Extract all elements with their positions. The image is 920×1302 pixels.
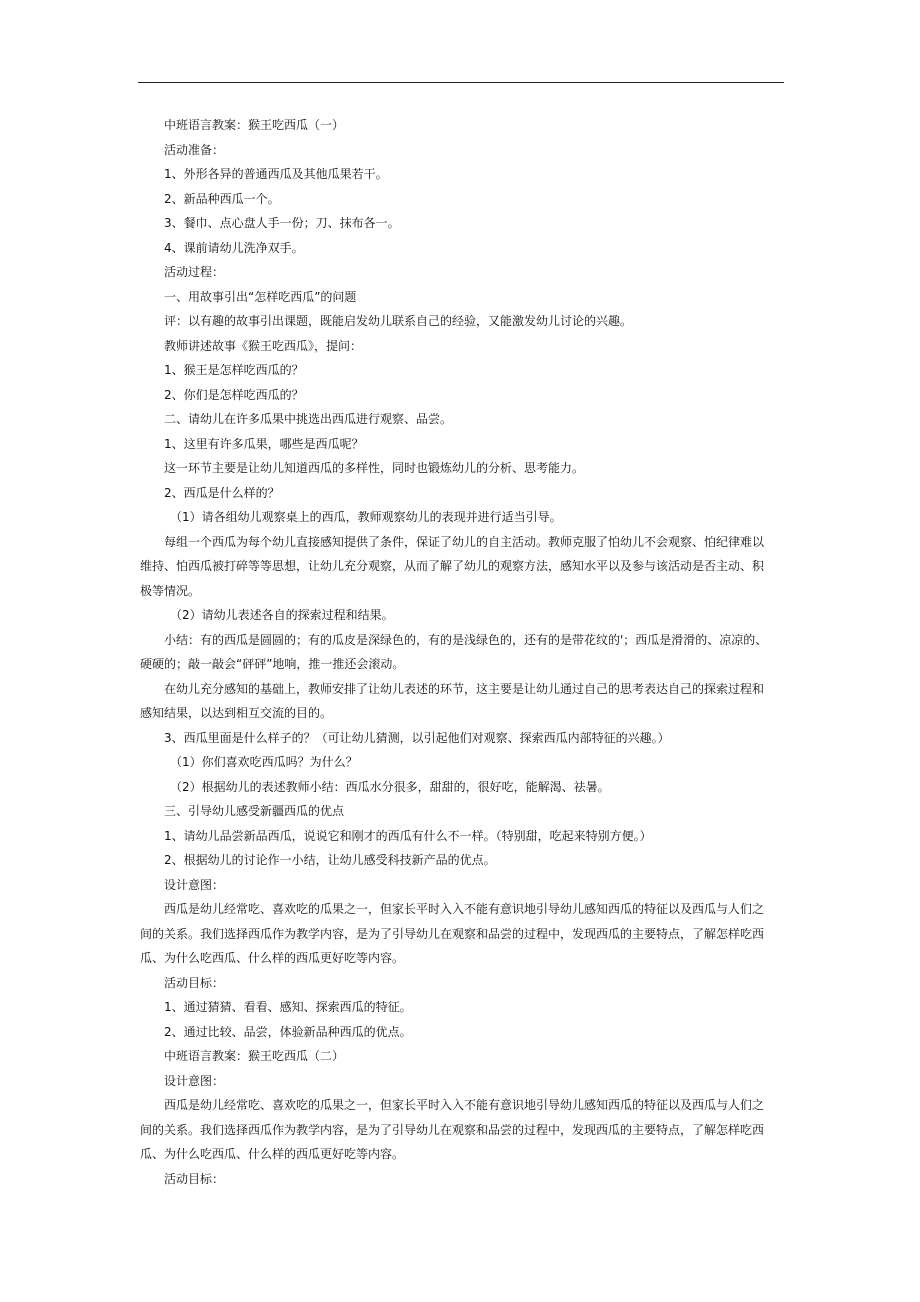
text-line: 1、请幼儿品尝新品西瓜，说说它和刚才的西瓜有什么不一样。（特别甜，吃起来特别方便。）	[164, 828, 652, 843]
text-line: （2）请幼儿表述各自的探索过程和结果。	[170, 608, 394, 622]
text-line: 设计意图：	[164, 877, 225, 892]
text-line: 1、这里有许多瓜果，哪些是西瓜呢？	[164, 436, 364, 451]
text-line: 活动目标：	[164, 1171, 225, 1186]
text-line: 活动过程：	[164, 265, 225, 279]
text-line: 中班语言教案：猴王吃西瓜（一）	[164, 118, 345, 132]
paragraph-line: 小结：有的西瓜是圆圆的；有的瓜皮是深绿色的，有的是浅绿色的，还有的是带花纹的'；西瓜是滑滑的、凉凉的、	[164, 632, 768, 647]
text-line: 活动目标：	[164, 975, 225, 990]
text-line: 一、用故事引出“怎样吃西瓜”的问题	[164, 289, 357, 304]
text-line: 评：以有趣的故事引出课题，既能启发幼儿联系自己的经验，又能激发幼儿讨论的兴趣。	[164, 314, 633, 328]
paragraph-line: 间的关系。我们选择西瓜作为教学内容，是为了引导幼儿在观察和品尝的过程中，发现西瓜的主要特点，了解怎样吃西	[140, 926, 765, 941]
paragraph-line: 瓜、为什么吃西瓜、什么样的西瓜更好吃等内容。	[140, 1147, 405, 1161]
text-line: 3、餐巾、点心盘人手一份；刀、抹布各一。	[164, 216, 400, 230]
text-line: （2）根据幼儿的表述教师小结：西瓜水分很多，甜甜的，很好吃，能解渴、祛暑。	[170, 779, 610, 794]
text-line: 1、通过猜猜、看看、感知、探索西瓜的特征。	[164, 1000, 412, 1014]
text-line: （1）请各组幼儿观察桌上的西瓜，教师观察幼儿的表现并进行适当引导。	[170, 510, 562, 524]
text-line: 中班语言教案：猴王吃西瓜（二）	[164, 1049, 345, 1063]
paragraph-line: 间的关系。我们选择西瓜作为教学内容，是为了引导幼儿在观察和品尝的过程中，发现西瓜的主要特点，了解怎样吃西	[140, 1122, 765, 1137]
paragraph-line: 维持、怕西瓜被打碎等等思想，让幼儿充分观察，从而了解了幼儿的观察方法，感知水平以及参与该活动是否主动、积	[140, 559, 765, 573]
paragraph-line: 瓜、为什么吃西瓜、什么样的西瓜更好吃等内容。	[140, 951, 405, 965]
text-line: 3、西瓜里面是什么样子的？（可让幼儿猜测，以引起他们对观察、探索西瓜内部特征的兴趣。）	[164, 730, 670, 745]
text-line: 2、你们是怎样吃西瓜的？	[164, 387, 304, 402]
text-line: 活动准备：	[164, 142, 225, 157]
text-line: （1）你们喜欢吃西瓜吗？为什么？	[170, 755, 358, 769]
paragraph	[140, 530, 786, 604]
text-line: 2、通过比较、品尝，体验新品种西瓜的优点。	[164, 1024, 412, 1039]
text-line: 2、西瓜是什么样的？	[164, 485, 280, 500]
paragraph-line: 在幼儿充分感知的基础上，教师安排了让幼儿表述的环节，这主要是让幼儿通过自己的思考表达自己的探索过程和	[164, 681, 765, 696]
text-line: 教师讲述故事《猴王吃西瓜》，提问：	[164, 338, 363, 353]
paragraph-line: 硬硬的；敲一敲会“砰砰”地响，推一推还会滚动。	[140, 657, 405, 671]
text-line: 二、请幼儿在许多瓜果中挑选出西瓜进行观察、品尝。	[164, 412, 453, 426]
paragraph-line: 西瓜是幼儿经常吃、喜欢吃的瓜果之一，但家长平时入入不能有意识地引导幼儿感知西瓜的特征以及西瓜与人们之	[164, 1098, 765, 1112]
paragraph	[140, 628, 786, 677]
text-line: 2、根据幼儿的讨论作一小结，让幼儿感受科技新产品的优点。	[164, 853, 496, 867]
header-rule	[138, 82, 784, 83]
paragraph	[140, 677, 786, 726]
text-line: 2、新品种西瓜一个。	[164, 191, 280, 206]
paragraph	[140, 1093, 786, 1167]
text-line: 1、猴王是怎样吃西瓜的？	[164, 363, 304, 377]
text-line: 三、引导幼儿感受新疆西瓜的优点	[164, 804, 345, 818]
paragraph	[140, 897, 786, 971]
paragraph-line: 极等情况。	[140, 583, 201, 598]
paragraph-line: 每组一个西瓜为每个幼儿直接感知提供了条件，保证了幼儿的自主活动。教师克服了怕幼儿不会观察、怕纪律难以	[164, 534, 765, 549]
text-line: 设计意图：	[164, 1073, 225, 1088]
paragraph-line: 感知结果，以达到相互交流的目的。	[140, 706, 333, 720]
paragraph-line: 西瓜是幼儿经常吃、喜欢吃的瓜果之一，但家长平时入入不能有意识地引导幼儿感知西瓜的特征以及西瓜与人们之	[164, 902, 765, 916]
document-body	[140, 113, 786, 1191]
text-line: 1、外形各异的普通西瓜及其他瓜果若干。	[164, 167, 388, 181]
text-line: 这一环节主要是让幼儿知道西瓜的多样性，同时也锻炼幼儿的分析、思考能力。	[164, 461, 585, 475]
text-line: 4、课前请幼儿洗净双手。	[164, 240, 304, 255]
